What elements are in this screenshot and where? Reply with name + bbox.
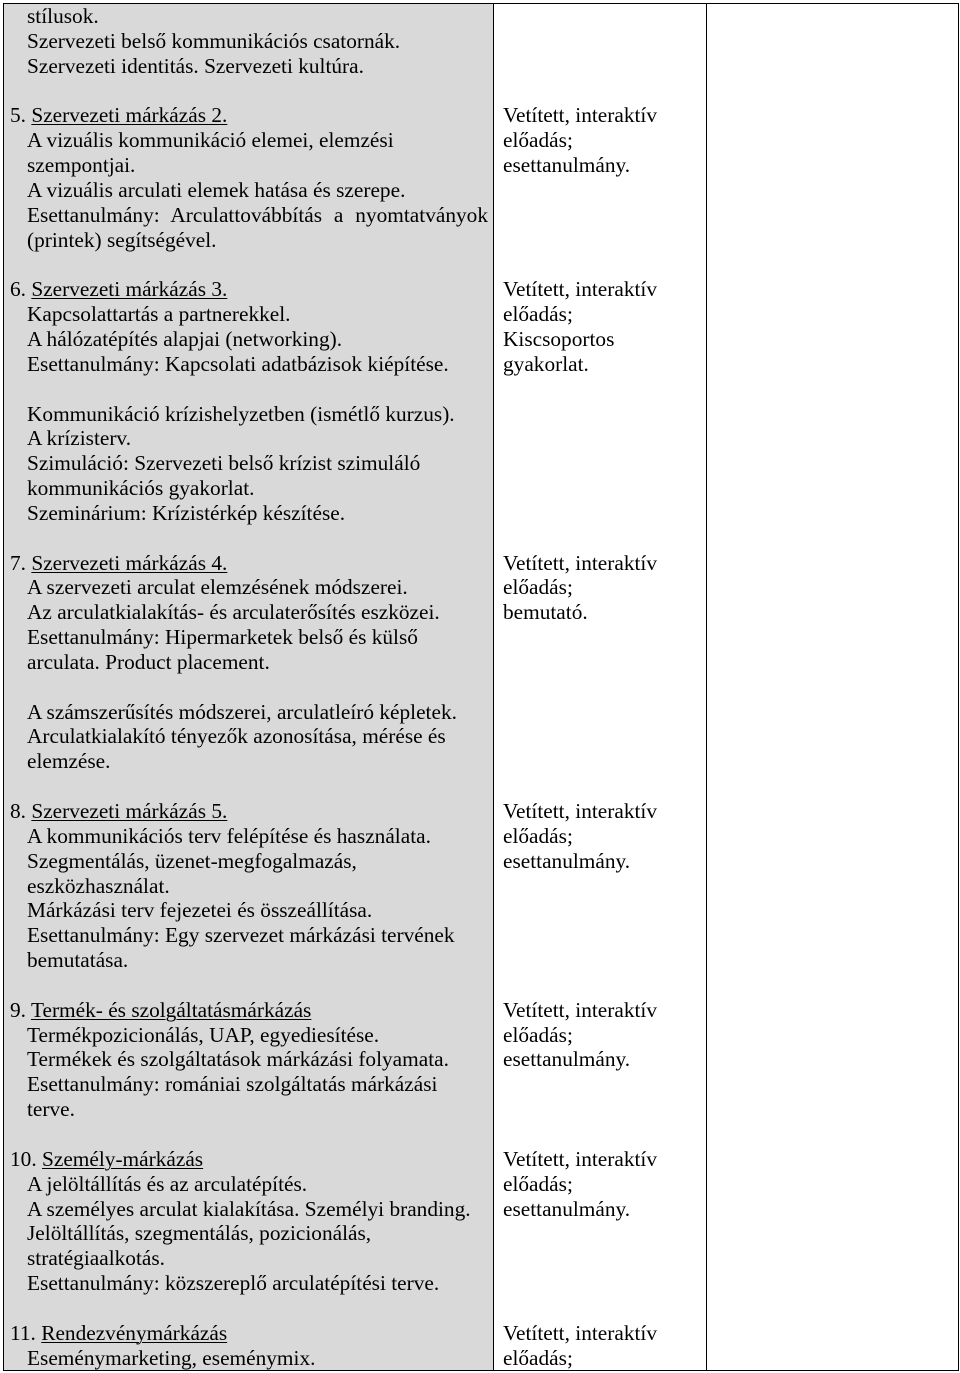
table-row [4, 799, 958, 998]
session-heading [10, 1321, 488, 1346]
topics-cell [4, 4, 494, 103]
topic-line: kommunikációs gyakorlat. [27, 476, 255, 501]
table-row [4, 277, 958, 401]
table-row [4, 551, 958, 700]
methods-cell [494, 103, 707, 277]
topic-line: Termékpozicionálás, UAP, egyediesítése. [27, 1022, 380, 1047]
topic-line: Szeminárium: Krízistérkép készítése. [27, 500, 346, 525]
method-line: Vetített, interaktív [503, 1320, 657, 1345]
topic-line: stílusok. [27, 4, 99, 28]
methods-cell [494, 1147, 707, 1321]
method-line: Vetített, interaktív [503, 103, 657, 128]
method-line: előadás; [503, 823, 573, 848]
method-line: esettanulmány. [503, 848, 631, 873]
methods-cell [494, 4, 707, 103]
session-number: 9. [10, 997, 26, 1022]
topic-line: Esettanulmány: Egy szervezet márkázási tervének [27, 923, 455, 948]
topics-cell [4, 998, 494, 1147]
notes-cell [707, 103, 958, 277]
topic-line: elemzése. [27, 749, 111, 774]
notes-cell [707, 402, 958, 551]
session-title: Szervezeti márkázás 3. [31, 277, 228, 302]
method-line: Vetített, interaktív [503, 1146, 657, 1171]
session-number: 5. [10, 103, 26, 128]
methods-cell [494, 551, 707, 700]
methods-cell [494, 998, 707, 1147]
table-row [4, 700, 958, 799]
session-heading [10, 1147, 488, 1172]
notes-cell [707, 700, 958, 799]
session-number: 11. [10, 1320, 36, 1345]
session-title: Szervezeti márkázás 5. [31, 799, 228, 823]
topic-line: A vizuális kommunikáció elemei, elemzési [27, 128, 394, 153]
method-line: bemutató. [503, 600, 588, 625]
topic-line: stratégiaalkotás. [27, 1246, 165, 1271]
method-line: előadás; [503, 302, 573, 327]
session-title: Rendezvénymárkázás [41, 1320, 228, 1345]
topic-line: Esettanulmány: Arculattovábbítás a nyomtatványok [27, 202, 488, 227]
notes-cell [707, 1321, 958, 1371]
topic-line: A szervezeti arculat elemzésének módszerei. [27, 575, 408, 600]
topic-line: Esettanulmány: Kapcsolati adatbázisok kiépítése. [27, 351, 449, 376]
topic-line: A hálózatépítés alapjai (networking). [27, 326, 343, 351]
topic-line: Szervezeti belső kommunikációs csatornák. [27, 28, 401, 53]
topics-cell [4, 551, 494, 700]
session-heading [10, 277, 488, 302]
topic-line: eszközhasználat. [27, 873, 170, 898]
topic-line: Szimuláció: Szervezeti belső krízist szimuláló [27, 451, 421, 476]
table-row [4, 1147, 958, 1321]
session-number: 8. [10, 799, 26, 823]
notes-cell [707, 4, 958, 103]
topic-line: szempontjai. [27, 153, 136, 178]
topics-cell [4, 103, 494, 277]
topics-cell [4, 402, 494, 551]
method-line: gyakorlat. [503, 351, 589, 376]
syllabus-table [3, 3, 959, 1371]
methods-cell [494, 799, 707, 998]
topic-line: A vizuális arculati elemek hatása és szerepe. [27, 177, 406, 202]
table-row [4, 402, 958, 551]
topic-line: Termékek és szolgáltatások márkázási folyamata. [27, 1047, 449, 1072]
topics-cell [4, 700, 494, 799]
topic-line: Esettanulmány: romániai szolgáltatás márkázási [27, 1072, 438, 1097]
topics-cell [4, 1147, 494, 1321]
method-line: előadás; [503, 1171, 573, 1196]
session-heading [10, 799, 488, 824]
table-row [4, 1321, 958, 1371]
topic-line: A személyes arculat kialakítása. Személyi branding. [27, 1196, 471, 1221]
method-line: Vetített, interaktív [503, 997, 657, 1022]
topic-line: Szervezeti identitás. Szervezeti kultúra. [27, 53, 364, 78]
methods-cell [494, 1321, 707, 1371]
table-row [4, 4, 958, 103]
topic-line: Az arculatkialakítás- és arculaterősítés eszközei. [27, 600, 440, 625]
topic-line: Szegmentálás, üzenet-megfogalmazás, [27, 848, 357, 873]
session-title: Szervezeti márkázás 4. [31, 550, 228, 575]
session-title: Szervezeti márkázás 2. [31, 103, 228, 128]
session-number: 10. [10, 1146, 37, 1171]
method-line: előadás; [503, 1345, 573, 1370]
topic-line: bemutatása. [27, 948, 129, 973]
topics-cell [4, 799, 494, 998]
topic-line: terve. [27, 1097, 75, 1122]
topic-line: Esettanulmány: közszereplő arculatépítési terve. [27, 1271, 440, 1296]
table-row [4, 998, 958, 1147]
session-title: Személy-márkázás [42, 1146, 204, 1171]
session-heading [10, 103, 488, 128]
topic-line: Esettanulmány: Hipermarketek belső és külső [27, 625, 418, 650]
method-line: esettanulmány. [503, 1196, 631, 1221]
method-line: Vetített, interaktív [503, 277, 657, 302]
topic-line: Kapcsolattartás a partnerekkel. [27, 302, 291, 327]
session-title: Termék- és szolgáltatásmárkázás [30, 997, 312, 1022]
notes-cell [707, 551, 958, 700]
notes-cell [707, 1147, 958, 1321]
method-line: Vetített, interaktív [503, 550, 657, 575]
topic-line: A krízisterv. [27, 426, 132, 451]
method-line: Kiscsoportos [503, 326, 615, 351]
topic-line: Kommunikáció krízishelyzetben (ismétlő kurzus). [27, 401, 455, 426]
topic-line: A számszerűsítés módszerei, arculatleíró képletek. [27, 699, 457, 724]
method-line: előadás; [503, 575, 573, 600]
topic-line: Márkázási terv fejezetei és összeállítása. [27, 898, 373, 923]
topics-cell [4, 1321, 494, 1371]
topic-line: (printek) segítségével. [27, 227, 217, 252]
session-number: 6. [10, 277, 26, 302]
session-number: 7. [10, 550, 26, 575]
method-line: Vetített, interaktív [503, 799, 657, 823]
methods-cell [494, 402, 707, 551]
method-line: esettanulmány. [503, 1047, 631, 1072]
method-line: előadás; [503, 1022, 573, 1047]
topics-cell [4, 277, 494, 401]
session-heading [10, 998, 488, 1023]
topic-line: arculata. Product placement. [27, 649, 270, 674]
method-line: esettanulmány. [503, 153, 631, 178]
topic-line: A jelöltállítás és az arculatépítés. [27, 1171, 308, 1196]
topic-line: Jelöltállítás, szegmentálás, pozicionálás, [27, 1221, 372, 1246]
methods-cell [494, 277, 707, 401]
table-row [4, 103, 958, 277]
method-line: előadás; [503, 128, 573, 153]
topic-line: A kommunikációs terv felépítése és használata. [27, 823, 431, 848]
notes-cell [707, 799, 958, 998]
session-heading [10, 551, 488, 576]
topic-line: Arculatkialakító tényezők azonosítása, mérése és [27, 724, 446, 749]
notes-cell [707, 277, 958, 401]
methods-cell [494, 700, 707, 799]
notes-cell [707, 998, 958, 1147]
topic-line: Eseménymarketing, eseménymix. [27, 1345, 316, 1370]
